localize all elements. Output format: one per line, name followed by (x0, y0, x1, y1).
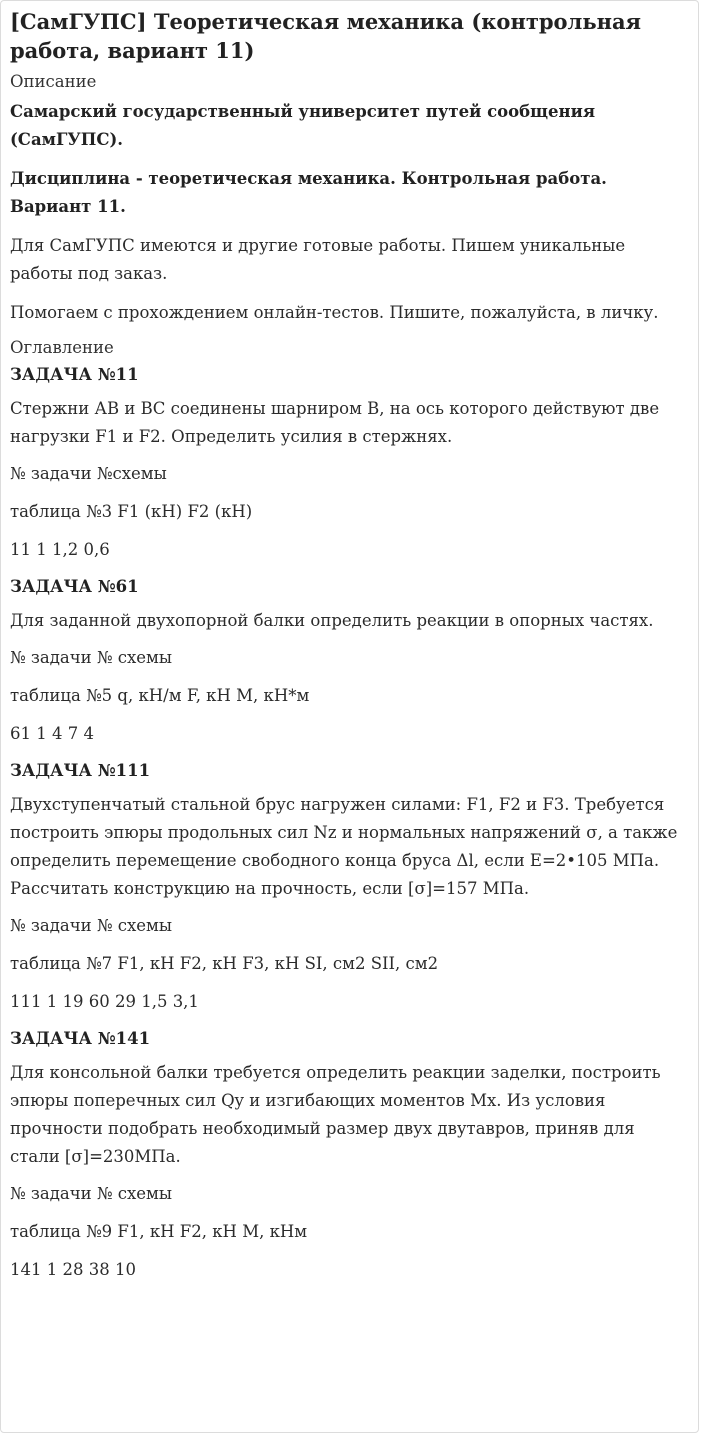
task-table-values: 141 1 28 38 10 (10, 1260, 136, 1279)
task-text: Для заданной двухопорной балки определить реакции в опорных частях. (10, 611, 654, 630)
task-table-header: № задачи №схемы (10, 464, 167, 483)
task-table-header: № задачи № схемы (10, 648, 172, 667)
other-works-note: Для СамГУПС имеются и другие готовые работы. Пишем уникальные работы под заказ. (10, 236, 626, 283)
task-table-columns: таблица №5 q, кН/м F, кН М, кН*м (10, 686, 310, 705)
university-name: Самарский государственный университет путей сообщения (СамГУПС). (10, 102, 596, 149)
task-text: Стержни АВ и ВС соединены шарниром В, на ось которого действуют две нагрузки F1 и F2. Определить усилия в стержнях. (10, 399, 660, 446)
task-block (10, 364, 688, 562)
task-table-columns: таблица №3 F1 (кН) F2 (кН) (10, 502, 253, 521)
toc-label: Оглавление (10, 338, 114, 357)
task-table-header: № задачи № схемы (10, 1184, 172, 1203)
task-text: Двухступенчатый стальной брус нагружен силами: F1, F2 и F3. Требуется построить эпюры продольных сил Nz и нормальных напряжений σ, а также определить перемещение свободного конца бруса Δl, если Е=2•105 МПа. Рассчитать конструкцию на прочность, если [σ]=157 МПа. (10, 795, 678, 898)
task-table-values: 11 1 1,2 0,6 (10, 540, 110, 559)
discipline-info: Дисциплина - теоретическая механика. Контрольная работа. Вариант 11. (10, 169, 607, 216)
task-table-columns: таблица №9 F1, кН F2, кН М, кНм (10, 1222, 308, 1241)
description-label: Описание (10, 72, 97, 91)
task-title: ЗАДАЧА №141 (10, 1029, 151, 1048)
task-block (10, 760, 688, 1014)
task-title: ЗАДАЧА №61 (10, 577, 139, 596)
task-text: Для консольной балки требуется определить реакции заделки, построить эпюры поперечных сил Qy и изгибающих моментов Мх. Из условия прочности подобрать необходимый размер двух двутавров, приняв для стали [σ]=230МПа. (10, 1063, 661, 1166)
task-table-values: 61 1 4 7 4 (10, 724, 94, 743)
tests-help-note: Помогаем с прохождением онлайн-тестов. Пишите, пожалуйста, в личку. (10, 303, 659, 322)
task-table-columns: таблица №7 F1, кН F2, кН F3, кН SI, см2 SII, см2 (10, 954, 439, 973)
task-title: ЗАДАЧА №11 (10, 365, 139, 384)
task-table-header: № задачи № схемы (10, 916, 172, 935)
task-title: ЗАДАЧА №111 (10, 761, 151, 780)
task-table-values: 111 1 19 60 29 1,5 3,1 (10, 992, 199, 1011)
task-block (10, 1028, 688, 1282)
page-title: [СамГУПС] Теоретическая механика (контрольная работа, вариант 11) (10, 9, 642, 63)
task-block (10, 576, 688, 746)
